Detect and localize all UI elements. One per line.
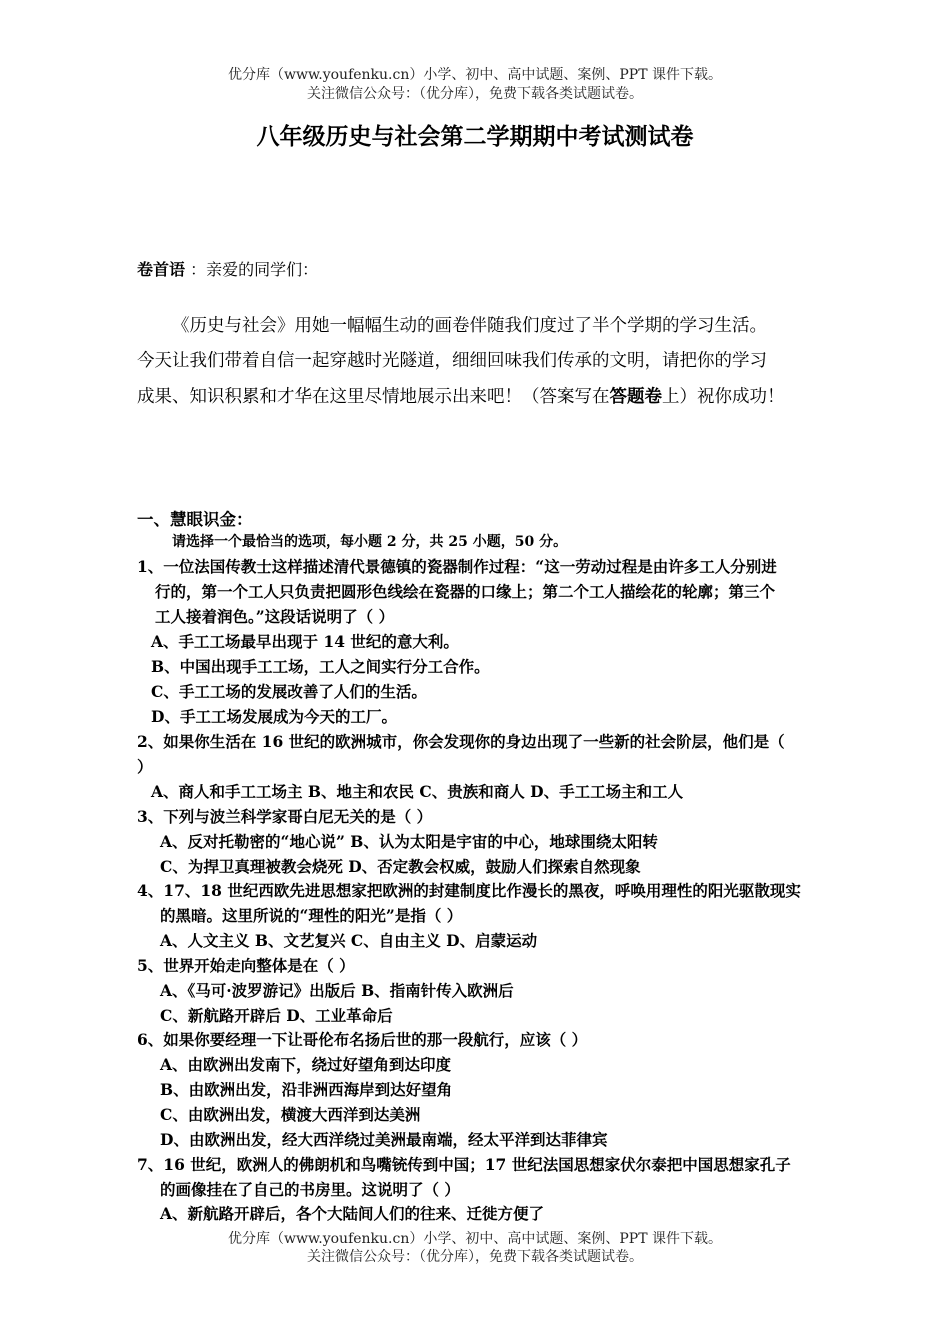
question-2-line-2: ） (137, 757, 153, 776)
question-3-options-cd: C、为捍卫真理被教会烧死 D、否定教会权威，鼓励人们探索自然现象 (160, 857, 641, 876)
question-1-option-d: D、手工工场发展成为今天的工厂。 (151, 707, 397, 726)
question-6-option-d: D、由欧洲出发，经大西洋绕过美洲最南端，经太平洋到达菲律宾 (160, 1130, 608, 1149)
question-4-line-1: 4、17、18 世纪西欧先进思想家把欧洲的封建制度比作漫长的黑夜，呼唤用理性的阳光驱散现实 (137, 881, 801, 900)
question-6-line-1: 6、如果你要经理一下让哥伦布名扬后世的那一段航行，应该（ ） (137, 1030, 588, 1049)
question-4-options: A、人文主义 B、文艺复兴 C、自由主义 D、启蒙运动 (160, 931, 538, 950)
question-1-option-a: A、手工工场最早出现于 14 世纪的意大利。 (151, 632, 459, 651)
intro-paragraph-line-1: 《历史与社会》用她一幅幅生动的画卷伴随我们度过了半个学期的学习生活。 (172, 316, 767, 336)
question-1-line-1: 1、一位法国传教士这样描述清代景德镇的瓷器制作过程：“这一劳动过程是由许多工人分别进 (137, 557, 777, 576)
intro-paragraph-line-3 (137, 383, 785, 408)
question-4-line-2: 的黑暗。这里所说的“理性的阳光”是指（ ） (160, 906, 463, 925)
question-1-option-b: B、中国出现手工工场，工人之间实行分工合作。 (151, 657, 490, 676)
question-5-options-cd: C、新航路开辟后 D、工业革命后 (160, 1006, 393, 1025)
question-2-options: A、商人和手工工场主 B、地主和农民 C、贵族和商人 D、手工工场主和工人 (151, 782, 684, 801)
section-instruction: 请选择一个最恰当的选项，每小题 2 分，共 25 小题，50 分。 (172, 534, 568, 550)
answer-sheet-emphasis: 答题卷 (609, 387, 662, 407)
question-6-option-b: B、由欧洲出发，沿非洲西海岸到达好望角 (160, 1080, 453, 1099)
question-3-options-ab: A、反对托勒密的“地心说” B、认为太阳是宇宙的中心，地球围绕太阳转 (160, 832, 658, 851)
header-line-2: 关注微信公众号：（优分库），免费下载各类试题试卷。 (307, 86, 643, 102)
intro-text-c: 上）祝你成功！ (662, 387, 785, 407)
footer-line-2: 关注微信公众号：（优分库），免费下载各类试题试卷。 (307, 1249, 643, 1265)
intro-text-a: 成果、知识积累和才华在这里尽情地展示出来吧！（答案写在 (137, 387, 610, 407)
question-7-line-2: 的画像挂在了自己的书房里。这说明了（ ） (160, 1180, 460, 1199)
question-3-line-1: 3、下列与波兰科学家哥白尼无关的是（ ） (137, 807, 433, 826)
question-1-option-c: C、手工工场的发展改善了人们的生活。 (151, 682, 427, 701)
preface-label: 卷首语 (137, 260, 186, 279)
question-1-line-2: 行的，第一个工人只负责把圆形色线绘在瓷器的口缘上；第二个工人描绘花的轮廓；第三个 (155, 582, 776, 601)
section-heading: 一、慧眼识金： (137, 510, 253, 529)
question-7-line-1: 7、16 世纪，欧洲人的佛朗机和鸟嘴铳传到中国；17 世纪法国思想家伏尔泰把中国思想家孔子 (137, 1155, 791, 1174)
footer-line-1: 优分库（www.youfenku.cn）小学、初中、高中试题、案例、PPT 课件下载。 (227, 1231, 722, 1247)
preface-colon: ： (185, 260, 207, 279)
intro-paragraph-line-2: 今天让我们带着自信一起穿越时光隧道，细细回味我们传承的文明，请把你的学习 (137, 351, 767, 371)
question-7-option-a: A、新航路开辟后，各个大陆间人们的往来、迁徙方便了 (160, 1204, 545, 1223)
preface-line (137, 257, 318, 280)
question-5-line-1: 5、世界开始走向整体是在（ ） (137, 956, 355, 975)
question-2-line-1: 2、如果你生活在 16 世纪的欧洲城市，你会发现你的身边出现了一些新的社会阶层，他们是（ (137, 732, 785, 751)
page-title: 八年级历史与社会第二学期期中考试测试卷 (256, 124, 694, 150)
header-line-1: 优分库（www.youfenku.cn）小学、初中、高中试题、案例、PPT 课件下载。 (227, 67, 722, 83)
question-1-line-3: 工人接着润色。”这段话说明了（ ） (155, 607, 395, 626)
question-5-options-ab: A、《马可·波罗游记》出版后 B、指南针传入欧洲后 (160, 981, 514, 1000)
question-6-option-c: C、由欧洲出发，横渡大西洋到达美洲 (160, 1105, 421, 1124)
question-6-option-a: A、由欧洲出发南下，绕过好望角到达印度 (160, 1055, 452, 1074)
preface-greeting: 亲爱的同学们： (206, 260, 319, 279)
